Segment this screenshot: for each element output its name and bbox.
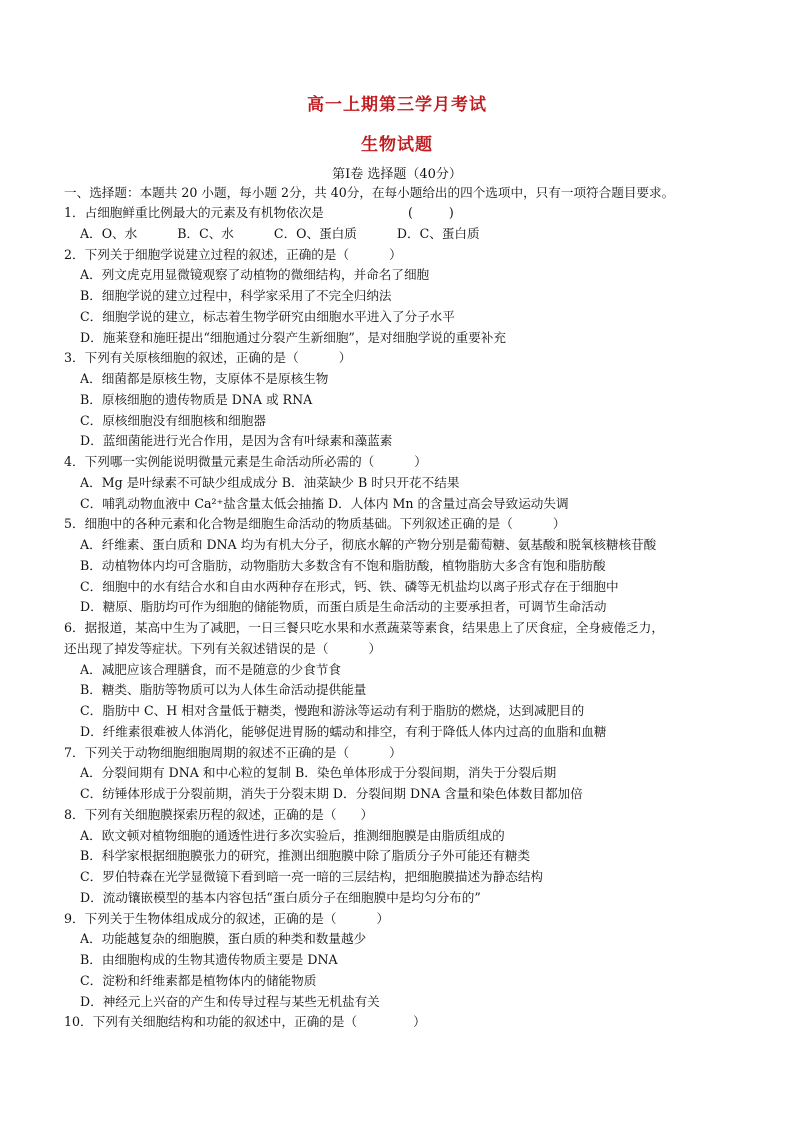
option-line: B．由细胞构成的生物其遗传物质主要是 DNA (80, 952, 338, 967)
option-line: D．神经元上兴奋的产生和传导过程与某些无机盐有关 (80, 993, 380, 1009)
exam-subtitle: 生物试题 (361, 135, 433, 155)
option-line: A．Mg 是叶绿素不可缺少组成成分 B．油菜缺少 B 时只开花不结果 (80, 474, 460, 490)
option-line: A．细菌都是原核生物，支原体不是原核生物 (80, 371, 329, 386)
option-line: A．功能越复杂的细胞膜，蛋白质的种类和数量越少 (80, 931, 367, 947)
option-line: A．O、水 B．C、水 C．O、蛋白质 D．C、蛋白质 (80, 225, 480, 241)
question-line: 还出现了掉发等症状。下列有关叙述错误的是（ ） (64, 640, 382, 656)
option-line: C．脂肪中 C、H 相对含量低于糖类，慢跑和游泳等运动有利于脂肪的燃烧，达到减肥目的 (80, 703, 585, 718)
option-line: A．纤维素、蛋白质和 DNA 均为有机大分子，彻底水解的产物分别是葡萄糖、氨基酸和脱氧核糖核苷酸 (80, 537, 657, 552)
option-line: A．分裂间期有 DNA 和中心粒的复制 B．染色单体形成于分裂间期，消失于分裂后期 (80, 765, 557, 781)
exam-title: 高一上期第三学月考试 (307, 95, 487, 115)
option-line: A．欧文顿对植物细胞的通透性进行多次实验后，推测细胞膜是由脂质组成的 (80, 827, 505, 843)
option-line: C．纺锤体形成于分裂前期，消失于分裂末期 D．分裂间期 DNA 含量和染色体数目都加倍 (80, 786, 583, 801)
question-line: 10．下列有关细胞结构和功能的叙述中，正确的是（ ） (64, 1014, 426, 1030)
question-line: 4．下列哪一实例能说明微量元素是生命活动所必需的（ ） (64, 454, 427, 469)
question-line: 9．下列关于生物体组成成分的叙述，正确的是（ ） (64, 910, 390, 926)
option-line: D．蓝细菌能进行光合作用，是因为含有叶绿素和藻蓝素 (80, 433, 393, 449)
option-line: C．哺乳动物血液中 Ca²⁺盐含量太低会抽搐 D．人体内 Mn 的含量过高会导致运动失调 (80, 495, 569, 511)
option-line: C．罗伯特森在光学显微镜下看到暗一亮一暗的三层结构，把细胞膜描述为静态结构 (80, 869, 544, 884)
option-line: B．动植物体内均可含脂肪，动物脂肪大多数含有不饱和脂肪酸，植物脂肪大多含有饱和脂肪酸 (80, 557, 606, 573)
option-line: B．细胞学说的建立过程中，科学家采用了不完全归纳法 (80, 288, 392, 303)
question-line: 8．下列有关细胞膜探索历程的叙述，正确的是（ ） (64, 806, 374, 822)
option-line: A．列文虎克用显微镜观察了动植物的微细结构，并命名了细胞 (80, 267, 430, 283)
option-line: C．淀粉和纤维素都是植物体内的储能物质 (80, 972, 317, 988)
option-line: C．原核细胞没有细胞核和细胞器 (80, 412, 266, 428)
question-line: 1．占细胞鲜重比例最大的元素及有机物依次是 ( ) (64, 205, 454, 220)
option-line: A．减肥应该合理膳食，而不是随意的少食节食 (80, 661, 341, 677)
option-line: D．糖原、脂肪均可作为细胞的储能物质，而蛋白质是生命活动的主要承担者，可调节生命活动 (80, 599, 607, 615)
option-line: D．施莱登和施旺提出“细胞通过分裂产生新细胞”，是对细胞学说的重要补充 (80, 329, 506, 345)
instructions: 一、选择题：本题共 20 小题，每小题 2分，共 40分，在每小题给出的四个选项中，只有一项符合题目要求。 (64, 185, 675, 200)
option-line: B．原核细胞的遗传物质是 DNA 或 RNA (80, 391, 313, 407)
option-line: C．细胞中的水有结合水和自由水两种存在形式，钙、铁、磷等无机盐均以离子形式存在于细胞中 (80, 578, 619, 594)
option-line: C．细胞学说的建立，标志着生物学研究由细胞水平进入了分子水平 (80, 308, 455, 324)
option-line: D．流动镶嵌模型的基本内容包括“蛋白质分子在细胞膜中是均匀分布的” (80, 889, 481, 905)
option-line: B．糖类、脂肪等物质可以为人体生命活动提供能量 (80, 682, 367, 698)
question-line: 5．细胞中的各种元素和化合物是细胞生命活动的物质基础。下列叙述正确的是（ ） (64, 516, 566, 532)
question-line: 6．据报道，某高中生为了减肥，一日三餐只吃水果和水煮蔬菜等素食，结果患上了厌食症，全身疲倦乏力， (64, 620, 664, 635)
option-line: B．科学家根据细胞膜张力的研究，推测出细胞膜中除了脂质分子外可能还有糖类 (80, 848, 531, 864)
section-heading: 第Ⅰ卷 选择题（40分） (332, 167, 462, 182)
question-line: 7．下列关于动物细胞细胞周期的叙述不正确的是（ ） (64, 744, 402, 760)
question-line: 2．下列关于细胞学说建立过程的叙述，正确的是（ ） (64, 246, 402, 262)
option-line: D．纤维素很难被人体消化，能够促进胃肠的蠕动和排空，有利于降低人体内过高的血脂和血糖 (80, 723, 607, 739)
question-line: 3．下列有关原核细胞的叙述，正确的是（ ） (64, 350, 352, 366)
